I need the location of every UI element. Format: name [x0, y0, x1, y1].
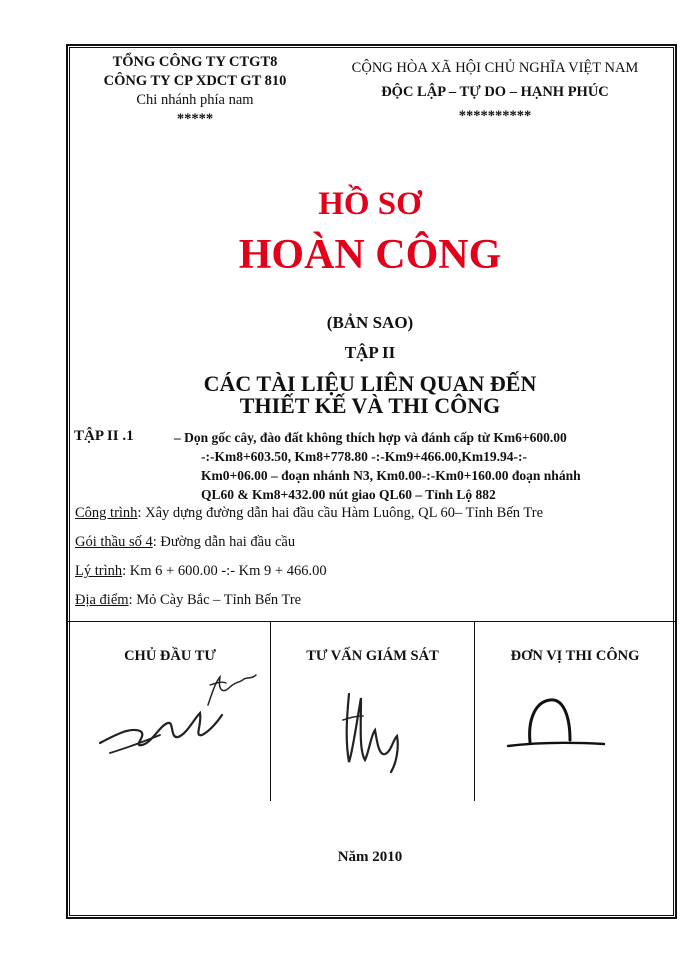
national-line-1: CỘNG HÒA XÃ HỘI CHỦ NGHĨA VIỆT NAM: [351, 60, 639, 76]
year-label: Năm 2010: [337, 849, 403, 865]
national-header: [320, 56, 670, 128]
location-row: [75, 592, 301, 609]
org-line-2: CÔNG TY CP XDCT GT 810: [103, 73, 287, 89]
contractor-title: ĐƠN VỊ THI CÔNG: [510, 648, 640, 664]
org-line-1: TỔNG CÔNG TY CTGT8: [112, 54, 278, 70]
investor-signature: [90, 665, 260, 765]
project-row: [75, 505, 543, 522]
location-key: Địa điểm: [75, 592, 129, 608]
contractor-signature: [500, 680, 610, 760]
project-key: Công trình: [75, 505, 138, 521]
investor-title: CHỦ ĐẦU TƯ: [124, 648, 216, 664]
location-value: : Mỏ Cày Bắc – Tỉnh Bến Tre: [128, 592, 302, 608]
organization-header: [70, 53, 320, 129]
section-line-2: -:-Km8+603.50, Km8+778.80 -:-Km9+466.00,Km19.94-:-: [201, 449, 528, 464]
topic-line-1: CÁC TÀI LIỆU LIÊN QUAN ĐẾN: [203, 371, 537, 396]
topic-heading: [70, 373, 670, 417]
signature-top-rule: [68, 621, 675, 622]
national-line-2: ĐỘC LẬP – TỰ DO – HẠNH PHÚC: [381, 84, 609, 100]
topic-line-2: THIẾT KẾ VÀ THI CÔNG: [239, 393, 501, 418]
title-line-2: HOÀN CÔNG: [238, 232, 502, 278]
section-line-1: – Dọn gốc cây, đào đất không thích hợp và đánh cấp từ Km6+600.00: [174, 430, 567, 445]
org-line-4: *****: [176, 111, 214, 127]
supervisor-title: TƯ VẤN GIÁM SÁT: [306, 648, 439, 664]
section-description: [174, 428, 674, 504]
chainage-row: [75, 563, 327, 580]
volume-label: TẬP II: [344, 343, 396, 362]
national-line-3: **********: [458, 108, 532, 124]
org-line-3: Chi nhánh phía nam: [136, 92, 254, 108]
package-value: : Đường dẫn hai đầu cầu: [152, 534, 296, 550]
package-row: [75, 534, 295, 551]
chainage-key: Lý trình: [75, 563, 123, 579]
section-line-3: Km0+06.00 – đoạn nhánh N3, Km0.00-:-Km0+160.00 đoạn nhánh: [201, 468, 581, 483]
project-value: : Xây dựng đường dẫn hai đầu cầu Hàm Luông, QL 60– Tỉnh Bến Tre: [137, 505, 544, 521]
package-key: Gói thầu số 4: [75, 534, 153, 550]
chainage-value: : Km 6 + 600.00 -:- Km 9 + 466.00: [122, 563, 327, 579]
title-line-1: HỒ SƠ: [318, 186, 422, 222]
section-label: TẬP II .1: [74, 428, 134, 444]
supervisor-signature: [335, 680, 425, 780]
section-line-4: QL60 & Km8+432.00 nút giao QL60 – Tỉnh Lộ 882: [201, 487, 496, 502]
copy-label: (BẢN SAO): [326, 313, 414, 332]
